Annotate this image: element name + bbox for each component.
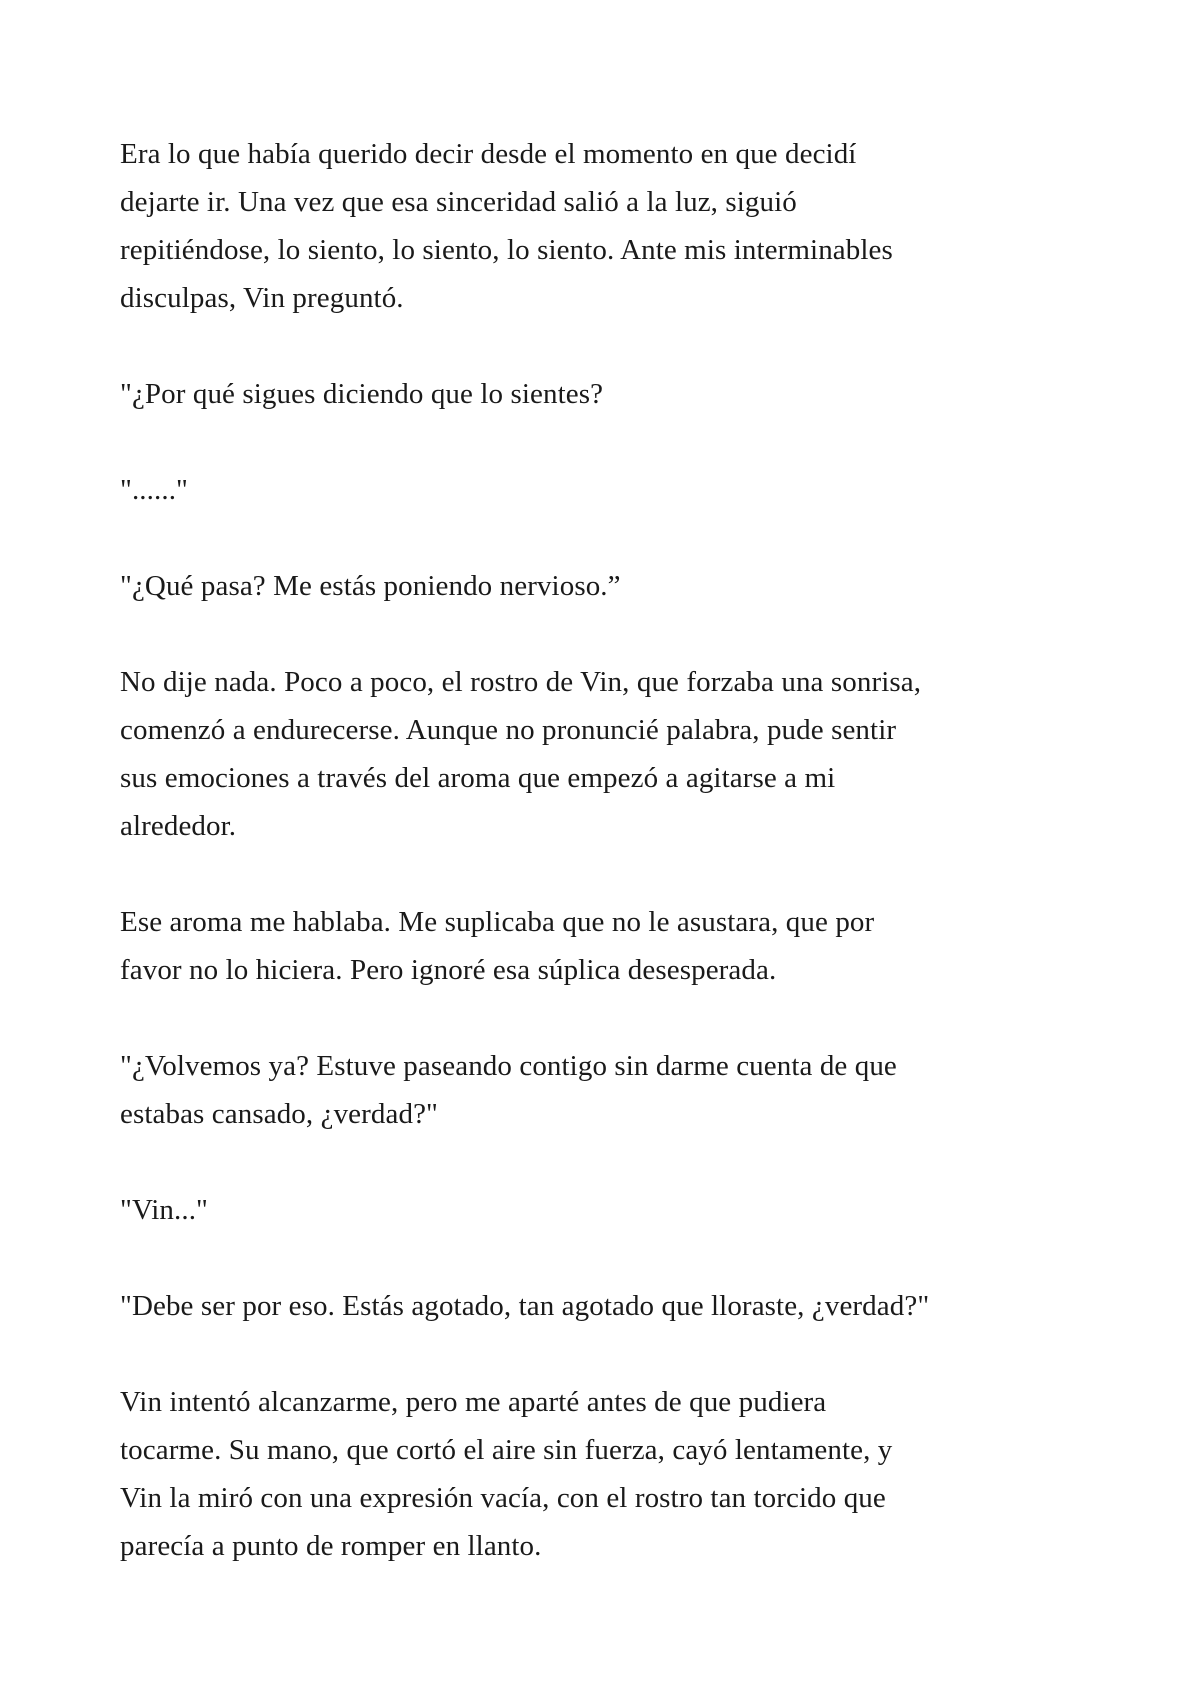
paragraph-vin-reach <box>120 1378 1100 1570</box>
dialogue-vin <box>120 1186 1100 1234</box>
text-line: Vin intentó alcanzarme, pero me aparté antes de que pudiera <box>120 1386 827 1418</box>
text-line: tocarme. Su mano, que cortó el aire sin fuerza, cayó lentamente, y <box>120 1434 893 1466</box>
text-line: estabas cansado, ¿verdad?" <box>120 1098 438 1130</box>
paragraph-aroma <box>120 898 1100 994</box>
text-line: Ese aroma me hablaba. Me suplicaba que no le asustara, que por <box>120 906 875 938</box>
dialogue-exhausted <box>120 1282 1100 1330</box>
paragraph-apology <box>120 130 1100 322</box>
document-page <box>120 130 1100 1618</box>
dialogue-go-back <box>120 1042 1100 1138</box>
text-line: Era lo que había querido decir desde el momento en que decidí <box>120 138 857 170</box>
text-line: No dije nada. Poco a poco, el rostro de Vin, que forzaba una sonrisa, <box>120 666 922 698</box>
text-line: "......" <box>120 474 188 506</box>
text-line: "¿Por qué sigues diciendo que lo sientes? <box>120 378 604 410</box>
text-line: alrededor. <box>120 810 237 842</box>
dialogue-silence <box>120 466 1100 514</box>
dialogue-nervous <box>120 562 1100 610</box>
text-line: favor no lo hiciera. Pero ignoré esa súplica desesperada. <box>120 954 777 986</box>
text-line: sus emociones a través del aroma que empezó a agitarse a mi <box>120 762 836 794</box>
text-line: disculpas, Vin preguntó. <box>120 282 404 314</box>
dialogue-why-sorry <box>120 370 1100 418</box>
text-line: comenzó a endurecerse. Aunque no pronuncié palabra, pude sentir <box>120 714 897 746</box>
text-line: "¿Volvemos ya? Estuve paseando contigo sin darme cuenta de que <box>120 1050 897 1082</box>
text-line: repitiéndose, lo siento, lo siento, lo siento. Ante mis interminables <box>120 234 893 266</box>
text-line: parecía a punto de romper en llanto. <box>120 1530 542 1562</box>
text-line: "¿Qué pasa? Me estás poniendo nervioso.” <box>120 570 621 602</box>
text-line: "Vin..." <box>120 1194 208 1226</box>
text-line: "Debe ser por eso. Estás agotado, tan agotado que lloraste, ¿verdad?" <box>120 1290 930 1322</box>
paragraph-vin-face <box>120 658 1100 850</box>
text-line: Vin la miró con una expresión vacía, con el rostro tan torcido que <box>120 1482 886 1514</box>
text-line: dejarte ir. Una vez que esa sinceridad salió a la luz, siguió <box>120 186 797 218</box>
